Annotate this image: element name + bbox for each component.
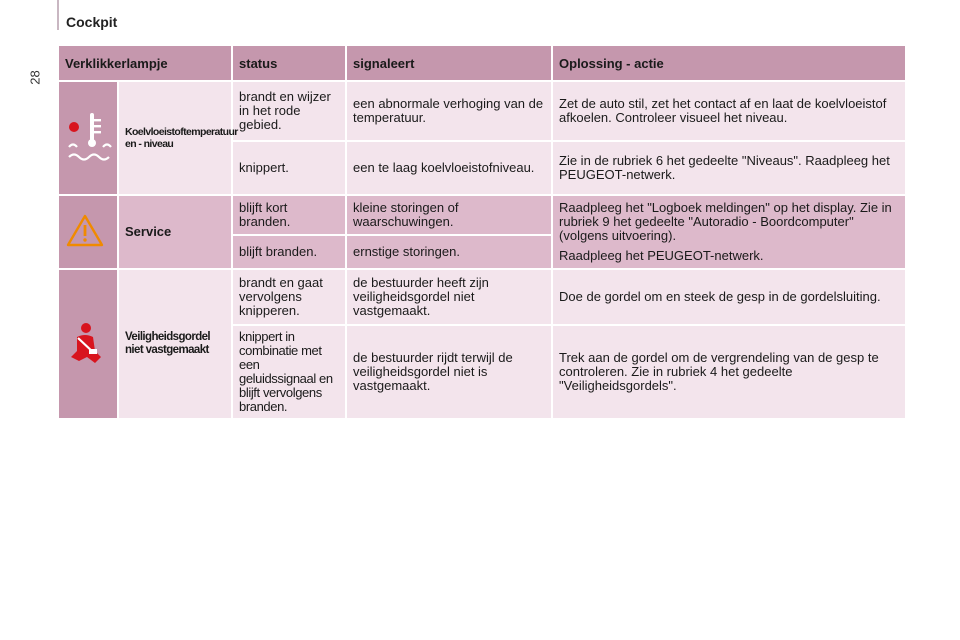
- seatbelt-action-2: Trek aan de gordel om de vergrendeling van de gesp te controleren. Zie in rubriek 4 het gedeelte "Veiligheidsgordels".: [553, 326, 905, 418]
- warning-lamps-table: [57, 44, 907, 420]
- table-row: [59, 82, 905, 140]
- seatbelt-status-2: knippert in combinatie met een geluidssignaal en blijft vervolgens branden.: [233, 326, 345, 418]
- service-status-1: blijft kort branden.: [233, 196, 345, 234]
- service-signal-2: ernstige storingen.: [347, 236, 551, 268]
- header-signal: signaleert: [347, 46, 551, 80]
- coolant-action-2: Zie in de rubriek 6 het gedeelte "Niveaus". Raadpleeg het PEUGEOT-netwerk.: [553, 142, 905, 194]
- service-icon-cell: [59, 196, 117, 268]
- section-title: Cockpit: [66, 14, 118, 30]
- seatbelt-lamp-name: Veiligheidsgordel niet vastgemaakt: [119, 270, 231, 418]
- header-action: Oplossing - actie: [553, 46, 905, 80]
- seatbelt-signal-2: de bestuurder rijdt terwijl de veiligheidsgordel niet is vastgemaakt.: [347, 326, 551, 418]
- seatbelt-status-1: brandt en gaat vervolgens knipperen.: [233, 270, 345, 324]
- seatbelt-action-1: Doe de gordel om en steek de gesp in de gordelsluiting.: [553, 270, 905, 324]
- coolant-signal-2: een te laag koelvloeistofniveau.: [347, 142, 551, 194]
- table-row: [59, 196, 905, 234]
- coolant-status-2: knippert.: [233, 142, 345, 194]
- margin-rule: [57, 0, 59, 30]
- coolant-lamp-name: Koelvloeistoftemperatuur en - niveau: [119, 82, 231, 194]
- table-header-row: [59, 46, 905, 80]
- header-status: status: [233, 46, 345, 80]
- header-lamp: Verklikkerlampje: [59, 46, 231, 80]
- table-row: [59, 270, 905, 324]
- coolant-icon-cell: [59, 82, 117, 194]
- coolant-signal-1: een abnormale verhoging van de temperatuur.: [347, 82, 551, 140]
- coolant-temperature-icon: [65, 107, 115, 167]
- service-action-line-2: Raadpleeg het PEUGEOT-netwerk.: [559, 248, 764, 263]
- service-action: [553, 196, 905, 268]
- seatbelt-signal-1: de bestuurder heeft zijn veiligheidsgordel niet vastgemaakt.: [347, 270, 551, 324]
- seatbelt-icon-cell: [59, 270, 117, 418]
- service-action-line-1: Raadpleeg het "Logboek meldingen" op het display. Zie in rubriek 9 het gedeelte "Autoradio - Boordcomputer" (volgens uitvoering).: [559, 200, 892, 243]
- coolant-action-1: Zet de auto stil, zet het contact af en laat de koelvloeistof afkoelen. Controleer visueel het niveau.: [553, 82, 905, 140]
- service-warning-icon: [65, 213, 105, 249]
- service-signal-1: kleine storingen of waarschuwingen.: [347, 196, 551, 234]
- seatbelt-icon: [65, 321, 105, 365]
- coolant-status-1: brandt en wijzer in het rode gebied.: [233, 82, 345, 140]
- page-number: 28: [27, 70, 43, 85]
- service-lamp-name: Service: [119, 196, 231, 268]
- service-status-2: blijft branden.: [233, 236, 345, 268]
